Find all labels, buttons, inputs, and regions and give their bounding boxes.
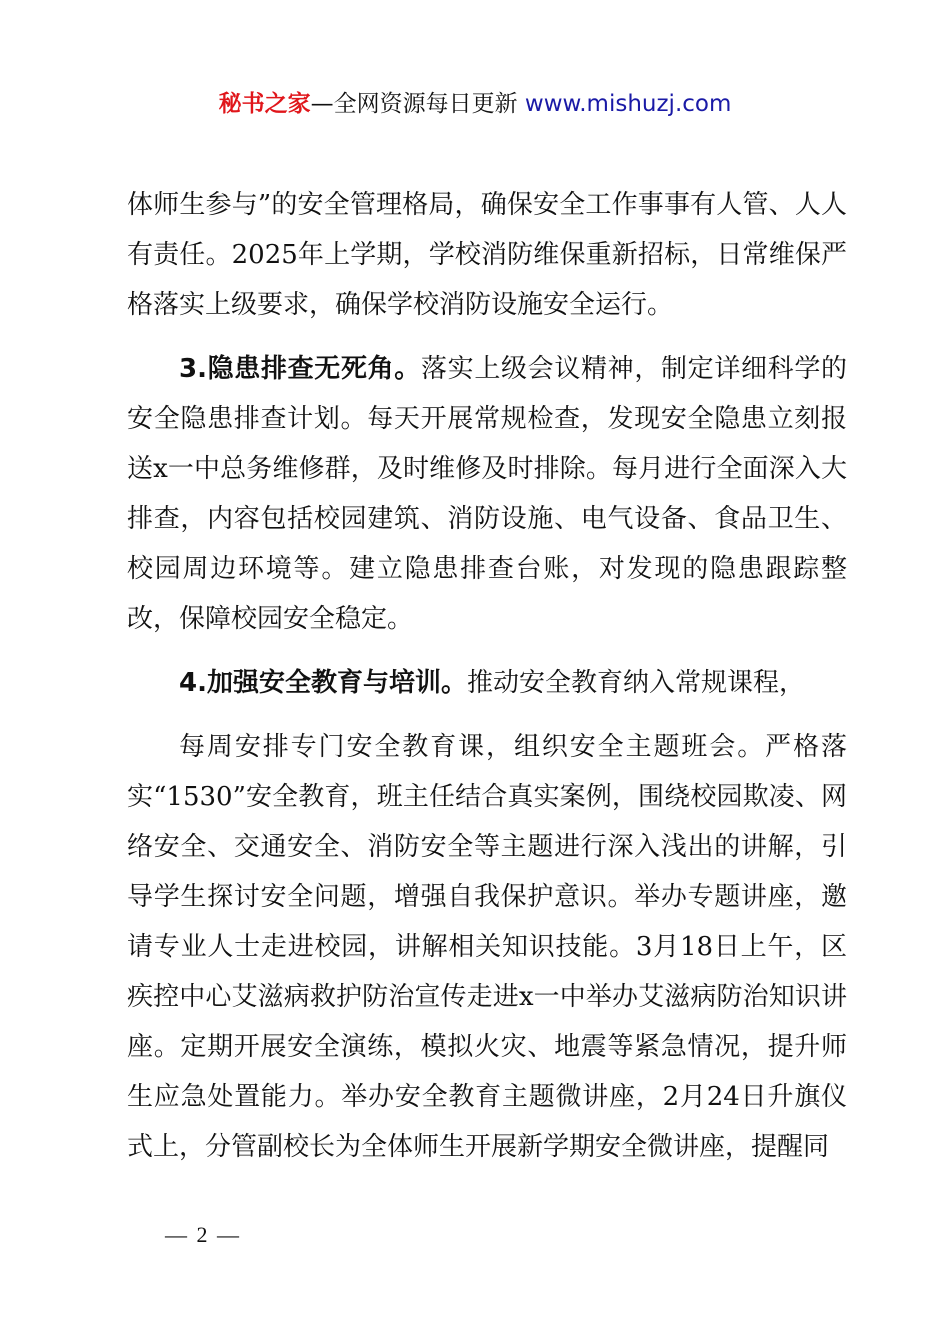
paragraph-hazard-text: 落实上级会议精神，制定详细科学的安全隐患排查计划。每天开展常规检查，发现安全隐患立刻报送x一中总务维修群，及时维修及时排除。每月进行全面深入大排查，内容包括校园建筑、消防设施、电气设备、食品卫生、校园周边环境等。建立隐患排查台账，对发现的隐患跟踪整改，保障校园安全稳定。 xyxy=(127,354,847,634)
document-body xyxy=(127,180,847,1172)
paragraph-continuation: 体师生参与”的安全管理格局，确保安全工作事事有人管、人人有责任。2025年上学期，学校消防维保重新招标，日常维保严格落实上级要求，确保学校消防设施安全运行。 xyxy=(127,190,847,320)
site-header xyxy=(0,86,950,122)
paragraph-safety-education xyxy=(127,658,847,708)
page-number: — 2 — xyxy=(165,1222,241,1247)
paragraph-hazard-inspection xyxy=(127,344,847,644)
site-tagline: —全网资源每日更新 xyxy=(310,91,525,117)
paragraph-education-text: 推动安全教育纳入常规课程， xyxy=(466,668,805,698)
paragraph-weekly-education: 每周安排专门安全教育课，组织安全主题班会。严格落实“1530”安全教育，班主任结合真实案例，围绕校园欺凌、网络安全、交通安全、消防安全等主题进行深入浅出的讲解，引导学生探讨安全问题，增强自我保护意识。举办专题讲座，邀请专业人士走进校园，讲解相关知识技能。3月18日上午，区疾控中心艾滋病救护防治宣传走进x一中举办艾滋病防治知识讲座。定期开展安全演练，模拟火灾、地震等紧急情况，提升师生应急处置能力。举办安全教育主题微讲座，2月24日升旗仪式上，分管副校长为全体师生开展新学期安全微讲座，提醒同 xyxy=(127,732,847,1162)
site-brand: 秘书之家 xyxy=(218,91,311,117)
section-heading-3: 3.隐患排查无死角。 xyxy=(179,354,421,384)
section-heading-4: 4.加强安全教育与培训。 xyxy=(179,668,467,698)
site-url-link[interactable]: www.mishuzj.com xyxy=(524,91,732,117)
